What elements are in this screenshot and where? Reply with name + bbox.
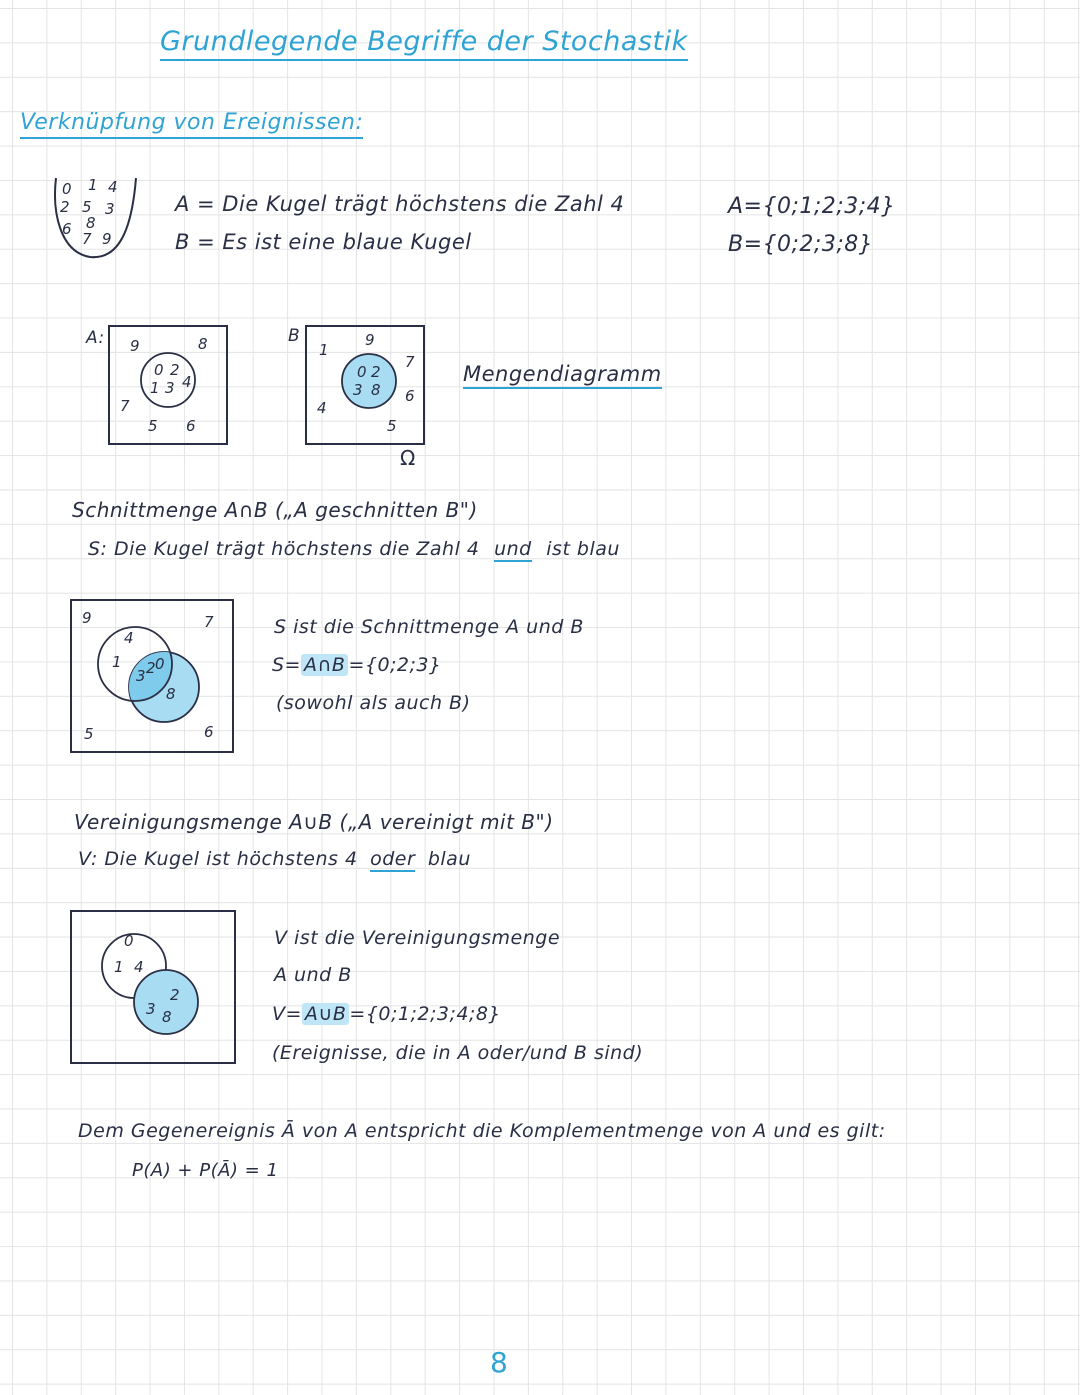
vereinigungsmenge-description — [78, 848, 471, 870]
union-highlight: A∪B — [302, 1003, 349, 1025]
svg-text:5: 5 — [148, 417, 158, 435]
svg-text:7: 7 — [405, 353, 415, 371]
venn-diagram-a — [108, 325, 228, 445]
intersection-highlight: A∩B — [301, 654, 348, 676]
svg-text:9: 9 — [130, 337, 140, 355]
s-prefix: S= — [272, 654, 301, 676]
svg-text:1: 1 — [319, 341, 329, 359]
union-set: ={0;1;2;3;4;8} — [349, 1003, 502, 1025]
schnittmenge-line3: (sowohl als auch B) — [276, 692, 471, 714]
set-b: B={0;2;3;8} — [728, 232, 874, 257]
svg-text:5: 5 — [84, 725, 94, 743]
svg-text:0: 0 — [124, 932, 134, 950]
svg-text:5: 5 — [82, 198, 92, 216]
mengendiagramm-label: Mengendiagramm — [463, 362, 662, 389]
svg-text:4: 4 — [134, 958, 144, 976]
venn-diagram-b — [305, 325, 425, 445]
v-prefix: V= — [272, 1003, 302, 1025]
svg-text:7: 7 — [204, 613, 214, 631]
svg-text:8: 8 — [86, 214, 96, 232]
venn-union-diagram — [70, 910, 236, 1064]
svg-text:1: 1 — [114, 958, 124, 976]
gegenereignis-text: Dem Gegenereignis Ā von A entspricht die Komplementmenge von A und es gilt: — [78, 1120, 886, 1142]
vereinigung-line1: V ist die Vereinigungsmenge — [274, 927, 561, 949]
svg-text:9: 9 — [365, 331, 375, 349]
svg-text:6: 6 — [204, 723, 214, 741]
svg-text:1: 1 — [112, 653, 122, 671]
schnittmenge-line1: S ist die Schnittmenge A und B — [274, 616, 584, 638]
svg-text:6: 6 — [62, 220, 72, 238]
svg-text:0: 0 — [155, 655, 165, 673]
schnittmenge-heading: Schnittmenge A∩B („A geschnitten B") — [72, 498, 478, 522]
svg-text:1: 1 — [150, 379, 160, 397]
svg-text:5: 5 — [387, 417, 397, 435]
set-a: A={0;1;2;3;4} — [728, 194, 896, 219]
schnittmenge-desc-suffix: ist blau — [546, 538, 620, 560]
svg-text:4: 4 — [182, 373, 192, 391]
vereinigungsmenge-heading: Vereinigungsmenge A∪B („A vereinigt mit B") — [74, 810, 554, 834]
complement-formula: P(A) + P(Ā) = 1 — [132, 1160, 279, 1181]
svg-text:6: 6 — [405, 387, 415, 405]
svg-text:8: 8 — [162, 1008, 172, 1026]
svg-text:3: 3 — [136, 667, 146, 685]
svg-text:7: 7 — [82, 230, 92, 248]
vereinigung-desc-suffix: blau — [427, 848, 471, 870]
vereinigung-line2: A und B — [274, 964, 352, 986]
svg-text:3: 3 — [353, 381, 363, 399]
svg-text:8: 8 — [198, 335, 208, 353]
svg-text:8: 8 — [166, 685, 176, 703]
svg-text:6: 6 — [186, 417, 196, 435]
svg-text:2: 2 — [170, 986, 180, 1004]
oder-keyword: oder — [370, 848, 416, 870]
schnittmenge-description — [88, 538, 620, 560]
svg-text:4: 4 — [124, 629, 134, 647]
intersection-set: ={0;2;3} — [348, 654, 442, 676]
svg-text:2: 2 — [60, 198, 70, 216]
svg-text:8: 8 — [371, 381, 381, 399]
page-number: 8 — [490, 1346, 508, 1379]
event-a-definition: A = Die Kugel trägt höchstens die Zahl 4 — [175, 192, 625, 216]
schnittmenge-desc-prefix: S: Die Kugel trägt höchstens die Zahl 4 — [88, 538, 480, 560]
vereinigung-line4: (Ereignisse, die in A oder/und B sind) — [272, 1042, 644, 1064]
event-b-definition: B = Es ist eine blaue Kugel — [175, 230, 472, 254]
venn-intersection-diagram — [70, 599, 234, 753]
urn-icon — [50, 172, 145, 264]
diagram-b-label: B — [288, 326, 301, 346]
schnittmenge-line2 — [272, 654, 442, 676]
svg-text:2: 2 — [146, 659, 156, 677]
vereinigung-line3 — [272, 1003, 501, 1025]
svg-text:2: 2 — [170, 361, 180, 379]
svg-text:2: 2 — [371, 363, 381, 381]
svg-text:4: 4 — [108, 178, 118, 196]
svg-text:0: 0 — [357, 363, 367, 381]
und-keyword: und — [494, 538, 532, 560]
omega-symbol: Ω — [400, 446, 416, 470]
svg-text:3: 3 — [165, 379, 175, 397]
page-title: Grundlegende Begriffe der Stochastik — [160, 26, 688, 61]
vereinigung-desc-prefix: V: Die Kugel ist höchstens 4 — [78, 848, 358, 870]
svg-text:3: 3 — [105, 200, 115, 218]
svg-text:9: 9 — [82, 609, 92, 627]
svg-text:1: 1 — [88, 176, 98, 194]
svg-text:0: 0 — [154, 361, 164, 379]
svg-text:9: 9 — [102, 230, 112, 248]
svg-text:0: 0 — [62, 180, 72, 198]
svg-text:4: 4 — [317, 399, 327, 417]
diagram-a-label: A: — [86, 328, 105, 348]
svg-text:3: 3 — [146, 1000, 156, 1018]
svg-text:7: 7 — [120, 397, 130, 415]
section-heading-verknuepfung: Verknüpfung von Ereignissen: — [20, 110, 363, 139]
